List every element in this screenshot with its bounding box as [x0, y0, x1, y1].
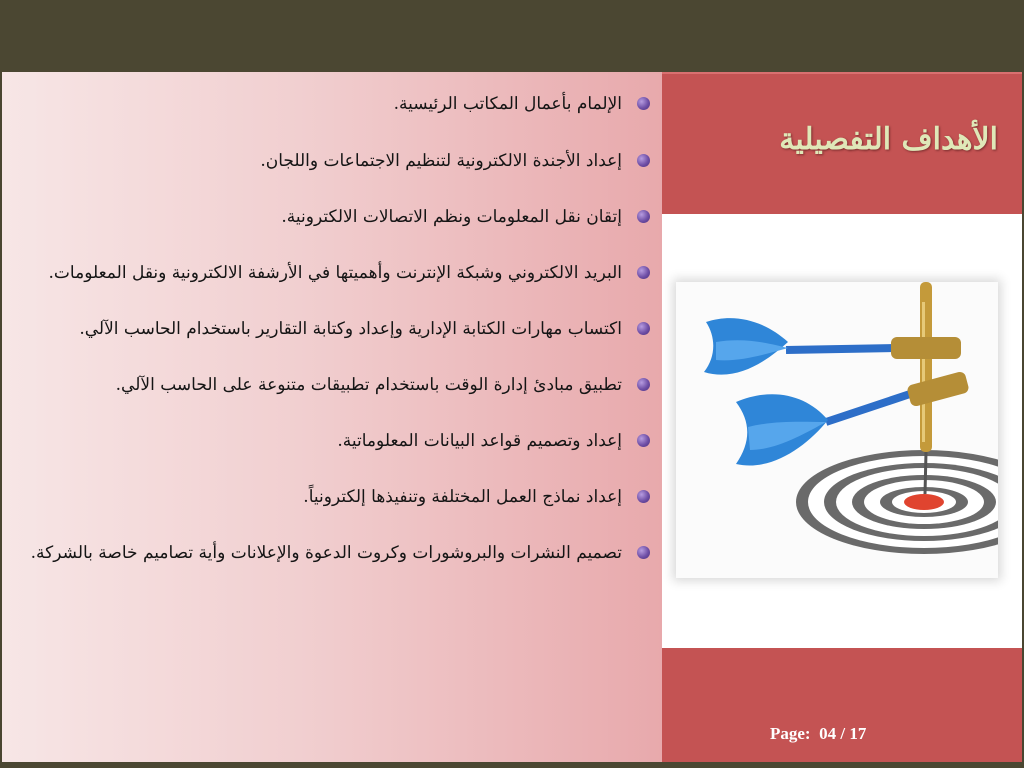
- bullet-icon: [637, 97, 650, 110]
- list-item-text: البريد الالكتروني وشبكة الإنترنت وأهميتها في الأرشفة الالكترونية ونقل المعلومات.: [48, 263, 622, 283]
- list-item: [22, 369, 652, 401]
- slide-title: الأهداف التفصيلية: [779, 122, 998, 157]
- page-label: Page:: [770, 724, 811, 743]
- list-item-text: تطبيق مبادئ إدارة الوقت باستخدام تطبيقات متنوعة على الحاسب الآلي.: [115, 375, 622, 395]
- bottom-bar: [0, 762, 1024, 768]
- list-item-text: إعداد الأجندة الالكترونية لتنظيم الاجتماعات واللجان.: [260, 151, 622, 171]
- footer-box: [662, 648, 1022, 762]
- list-item: [22, 425, 652, 457]
- title-box: [662, 72, 1022, 214]
- bullet-icon: [637, 434, 650, 447]
- bullet-icon: [637, 490, 650, 503]
- bullet-icon: [637, 546, 650, 559]
- bullet-icon: [637, 154, 650, 167]
- list-item-text: إتقان نقل المعلومات ونظم الاتصالات الالكترونية.: [281, 207, 622, 227]
- darts-target-image: [676, 282, 998, 578]
- list-item-text: إعداد نماذج العمل المختلفة وتنفيذها إلكترونياً.: [303, 487, 622, 507]
- bullet-icon: [637, 322, 650, 335]
- list-item-text: إعداد وتصميم قواعد البيانات المعلوماتية.: [337, 431, 622, 451]
- bullet-icon: [637, 210, 650, 223]
- list-item-text: الإلمام بأعمال المكاتب الرئيسية.: [393, 94, 622, 114]
- target-rings: [796, 450, 998, 554]
- bullet-icon: [637, 266, 650, 279]
- list-item: [22, 257, 652, 289]
- list-item: [22, 201, 652, 233]
- list-item: [22, 537, 652, 569]
- list-item: [22, 88, 652, 120]
- page-number: 04 / 17: [819, 724, 867, 743]
- list-item-text: تصميم النشرات والبروشورات وكروت الدعوة والإعلانات وأية تصاميم خاصة بالشركة.: [30, 543, 622, 563]
- objectives-list: [22, 88, 652, 569]
- list-item: [22, 481, 652, 513]
- page-indicator: [770, 724, 866, 744]
- list-item: [22, 145, 652, 177]
- list-item-text: اكتساب مهارات الكتابة الإدارية وإعداد وكتابة التقارير باستخدام الحاسب الآلي.: [79, 319, 622, 339]
- bullet-icon: [637, 378, 650, 391]
- top-bar: [0, 0, 1024, 72]
- list-item: [22, 313, 652, 345]
- darts-target-illustration: [676, 282, 998, 578]
